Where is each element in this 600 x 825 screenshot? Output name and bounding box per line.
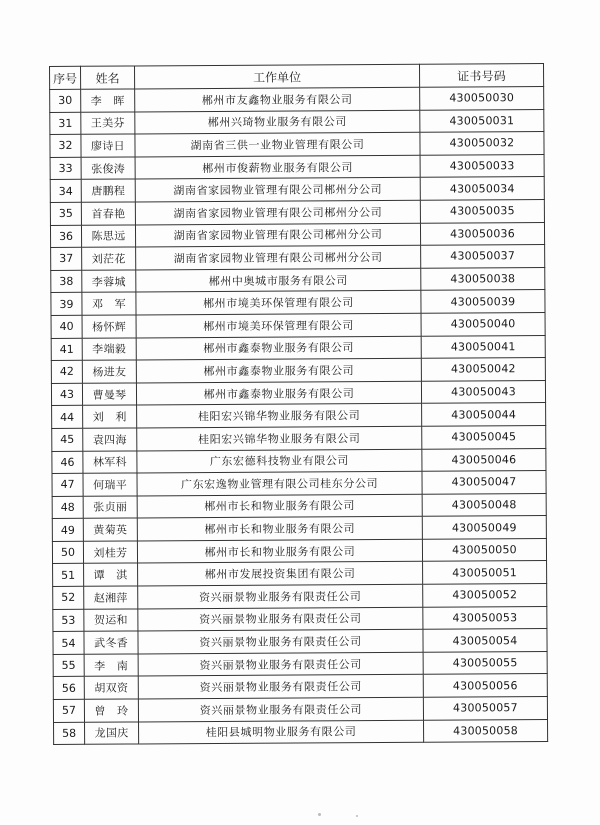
cell-unit: 郴州市长和物业服务有限公司: [137, 517, 422, 541]
cell-unit: 资兴丽景物业服务有限责任公司: [138, 629, 423, 653]
cell-seq: 47: [52, 473, 83, 496]
cell-name: 首春艳: [81, 202, 135, 225]
cell-seq: 32: [50, 134, 81, 157]
cell-seq: 40: [51, 315, 82, 338]
cell-seq: 44: [52, 406, 83, 429]
cell-name: 龙国庆: [85, 722, 139, 745]
cell-unit: 资兴丽景物业服务有限责任公司: [138, 675, 423, 699]
table-row: [51, 245, 545, 271]
cell-seq: 33: [50, 157, 81, 180]
table-row: [52, 425, 546, 451]
scan-speck: [356, 815, 358, 817]
table-row: [50, 177, 544, 203]
cell-name: 王美芬: [81, 112, 135, 135]
cell-seq: 56: [53, 677, 84, 700]
roster-table: [49, 63, 548, 745]
cell-cert: 430050056: [423, 674, 547, 697]
cell-cert: 430050057: [423, 696, 547, 719]
cell-cert: 430050051: [423, 561, 547, 584]
table-row: [51, 290, 545, 316]
table-row: [52, 448, 546, 474]
cell-seq: 34: [50, 180, 81, 203]
cell-cert: 430050050: [422, 538, 546, 561]
cell-unit: 湖南省家园物业管理有限公司郴州分公司: [135, 200, 420, 224]
table-row: [51, 312, 545, 338]
table-row: [53, 629, 547, 655]
cell-name: 贺运和: [84, 609, 138, 632]
cell-unit: 广东宏逸物业管理有限公司桂东分公司: [137, 471, 422, 495]
cell-name: 张俊涛: [81, 157, 135, 180]
cell-cert: 430050037: [421, 245, 545, 268]
cell-name: 李 南: [84, 654, 138, 677]
table-row: [50, 109, 544, 135]
cell-seq: 55: [53, 654, 84, 677]
cell-cert: 430050031: [420, 109, 544, 132]
cell-unit: 湖南省家园物业管理有限公司郴州分公司: [135, 223, 420, 247]
table-row: [51, 380, 545, 406]
cell-cert: 430050036: [420, 222, 544, 245]
cell-seq: 45: [52, 428, 83, 451]
cell-seq: 31: [50, 112, 81, 135]
table-row: [53, 696, 547, 722]
cell-cert: 430050038: [421, 267, 545, 290]
cell-cert: 430050040: [421, 312, 545, 335]
cell-unit: 资兴丽景物业服务有限责任公司: [138, 607, 423, 631]
cell-seq: 54: [53, 632, 84, 655]
cell-seq: 36: [50, 225, 81, 248]
cell-name: 曹曼琴: [82, 383, 136, 406]
cell-name: 刘桂芳: [83, 541, 137, 564]
table-row: [53, 651, 547, 677]
cell-seq: 49: [52, 519, 83, 542]
table-row: [50, 132, 544, 158]
cell-cert: 430050049: [422, 516, 546, 539]
cell-cert: 430050058: [424, 719, 548, 742]
cell-cert: 430050054: [423, 629, 547, 652]
header-row: [50, 63, 544, 89]
cell-cert: 430050030: [420, 86, 544, 109]
table-row: [51, 358, 545, 384]
table-row: [51, 335, 545, 361]
cell-cert: 430050045: [422, 425, 546, 448]
table-row: [50, 199, 544, 225]
table-row: [52, 516, 546, 542]
table-row: [52, 403, 546, 429]
cell-name: 陈思远: [81, 225, 135, 248]
cell-seq: 58: [54, 722, 85, 745]
cell-seq: 30: [50, 89, 81, 112]
cell-cert: 430050047: [422, 471, 546, 494]
cell-unit: 郴州市鑫泰物业服务有限公司: [136, 336, 421, 360]
cell-cert: 430050039: [421, 290, 545, 313]
cell-name: 唐鹏程: [81, 179, 135, 202]
cell-unit: 湖南省三供一业物业管理有限公司: [135, 132, 420, 156]
cell-name: 何瑞平: [83, 473, 137, 496]
header-cert: 证书号码: [419, 63, 543, 87]
cell-unit: 桂阳宏兴锦华物业服务有限公司: [137, 426, 422, 450]
cell-unit: 资兴丽景物业服务有限责任公司: [138, 697, 423, 721]
table-header: [50, 63, 544, 89]
cell-name: 武冬香: [84, 631, 138, 654]
cell-unit: 资兴丽景物业服务有限责任公司: [138, 652, 423, 676]
cell-name: 赵湘萍: [84, 586, 138, 609]
cell-name: 杨进友: [82, 360, 136, 383]
cell-unit: 郴州市鑫泰物业服务有限公司: [136, 381, 421, 405]
table-row: [52, 471, 546, 497]
table-row: [50, 154, 544, 180]
cell-seq: 48: [52, 496, 83, 519]
cell-name: 廖诗日: [81, 134, 135, 157]
cell-seq: 46: [52, 451, 83, 474]
cell-seq: 53: [53, 609, 84, 632]
cell-seq: 50: [52, 541, 83, 564]
cell-seq: 38: [51, 270, 82, 293]
cell-unit: 郴州市长和物业服务有限公司: [137, 539, 422, 563]
table-row: [50, 86, 544, 112]
cell-unit: 郴州市友鑫物业服务有限公司: [135, 87, 420, 111]
cell-name: 李端毅: [82, 338, 136, 361]
cell-unit: 郴州兴琦物业服务有限公司: [135, 110, 420, 134]
cell-cert: 430050033: [420, 154, 544, 177]
cell-cert: 430050055: [423, 651, 547, 674]
scan-speck: [318, 813, 321, 816]
cell-seq: 57: [53, 699, 84, 722]
cell-unit: 郴州市境美环保管理有限公司: [136, 291, 421, 315]
table-row: [51, 267, 545, 293]
cell-unit: 郴州市发展投资集团有限公司: [138, 562, 423, 586]
cell-cert: 430050053: [423, 606, 547, 629]
cell-cert: 430050044: [422, 403, 546, 426]
cell-unit: 郴州市境美环保管理有限公司: [136, 313, 421, 337]
cell-cert: 430050041: [421, 335, 545, 358]
cell-name: 黄菊英: [83, 518, 137, 541]
table-row: [53, 584, 547, 610]
cell-unit: 郴州市长和物业服务有限公司: [137, 494, 422, 518]
cell-name: 刘 利: [83, 405, 137, 428]
cell-seq: 51: [53, 564, 84, 587]
cell-cert: 430050052: [423, 584, 547, 607]
cell-name: 张贞丽: [83, 496, 137, 519]
cell-cert: 430050042: [421, 358, 545, 381]
cell-name: 谭 淇: [84, 563, 138, 586]
cell-seq: 43: [51, 383, 82, 406]
cell-seq: 52: [53, 586, 84, 609]
header-seq: 序号: [50, 66, 81, 89]
table-row: [53, 674, 547, 700]
cell-seq: 41: [51, 338, 82, 361]
cell-unit: 湖南省家园物业管理有限公司郴州分公司: [136, 245, 421, 269]
cell-unit: 桂阳县城明物业服务有限公司: [139, 720, 424, 744]
header-unit: 工作单位: [135, 64, 420, 89]
cell-cert: 430050032: [420, 132, 544, 155]
table-row: [52, 538, 546, 564]
cell-name: 李 晖: [81, 89, 135, 112]
cell-unit: 湖南省家园物业管理有限公司郴州分公司: [135, 178, 420, 202]
cell-unit: 郴州市俊薪物业服务有限公司: [135, 155, 420, 179]
cell-seq: 37: [51, 247, 82, 270]
header-name: 姓名: [81, 66, 135, 89]
cell-cert: 430050035: [420, 199, 544, 222]
cell-name: 刘茫花: [82, 247, 136, 270]
cell-name: 杨怀辉: [82, 315, 136, 338]
table-row: [54, 719, 548, 745]
cell-name: 袁四海: [83, 428, 137, 451]
cell-seq: 35: [50, 202, 81, 225]
cell-cert: 430050043: [421, 380, 545, 403]
cell-name: 邓 军: [82, 292, 136, 315]
cell-name: 曾 玲: [84, 699, 138, 722]
table-row: [50, 222, 544, 248]
cell-unit: 郴州中奥城市服务有限公司: [136, 268, 421, 292]
cell-seq: 42: [51, 360, 82, 383]
cell-name: 李蓉城: [82, 270, 136, 293]
cell-cert: 430050046: [422, 448, 546, 471]
cell-name: 林军科: [83, 450, 137, 473]
table-row: [53, 606, 547, 632]
cell-unit: 桂阳宏兴锦华物业服务有限公司: [137, 404, 422, 428]
table-row: [53, 561, 547, 587]
cell-seq: 39: [51, 293, 82, 316]
cell-unit: 郴州市鑫泰物业服务有限公司: [136, 358, 421, 382]
table-body: [50, 86, 548, 744]
table-row: [52, 493, 546, 519]
cell-unit: 广东宏德科技物业有限公司: [137, 449, 422, 473]
cell-name: 胡双资: [84, 676, 138, 699]
cell-cert: 430050048: [422, 493, 546, 516]
cell-unit: 资兴丽景物业服务有限责任公司: [138, 584, 423, 608]
cell-cert: 430050034: [420, 177, 544, 200]
